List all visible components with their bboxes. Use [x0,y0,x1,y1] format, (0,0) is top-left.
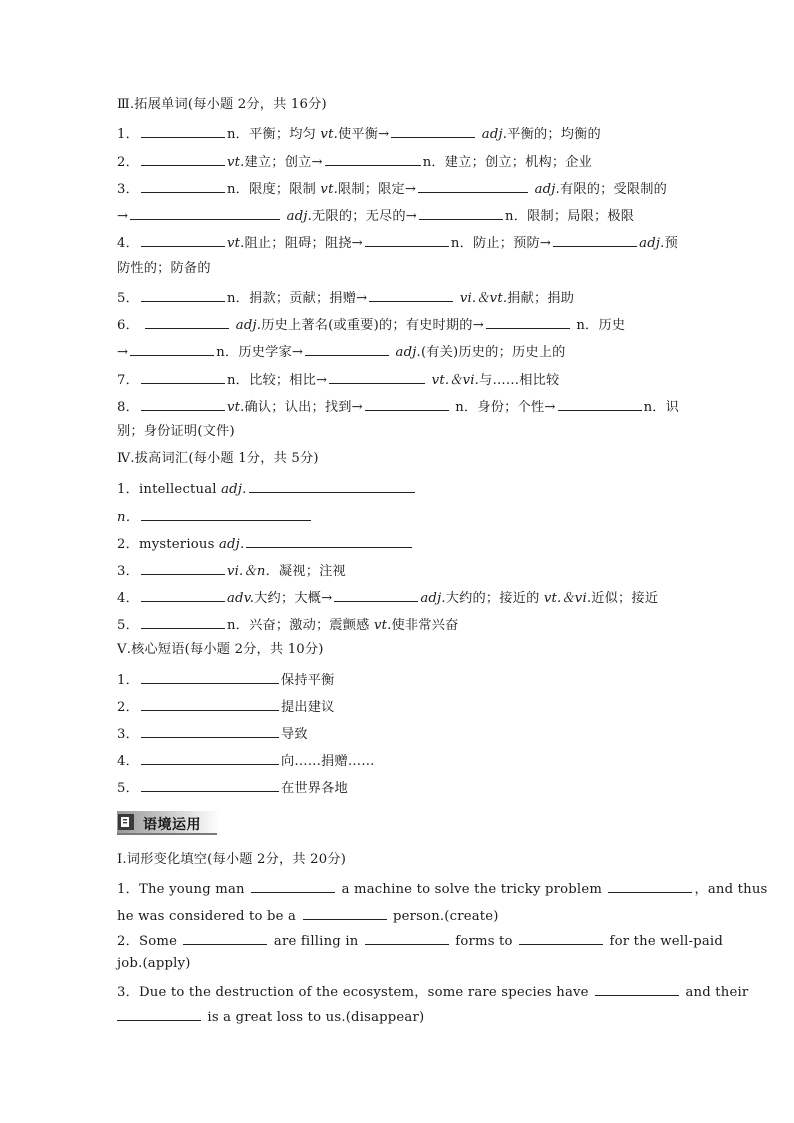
answer-blank[interactable] [141,288,225,302]
sentence-text: Due to the destruction of the ecosystem，some rare species have [138,985,589,1000]
hint-text: (有关)历史的；历史上的 [420,345,566,360]
answer-blank[interactable] [183,931,267,945]
hint-text: 预 [664,236,678,251]
exercise-line [117,931,723,950]
answer-blank[interactable] [141,615,225,629]
answer-blank[interactable] [141,124,225,138]
pos-label: vt. [226,400,245,415]
answer-blank[interactable] [145,315,229,329]
answer-blank[interactable] [334,588,418,602]
sentence-text: Some [138,934,178,949]
question-number: 5． [117,618,139,633]
pos-label: vt. [320,127,338,142]
exercise-line [117,534,677,553]
question-number: 8． [117,400,139,415]
hint-text: n．身份；个性→ [455,400,556,415]
question-number: 1． [117,482,139,497]
phrase-item [117,724,677,743]
question-number: 7． [117,373,139,388]
pos-label: adj. [221,482,247,497]
phrase-meaning: 提出建议 [280,700,335,715]
hint-text: n．防止；预防→ [450,236,552,251]
exercise-line [117,1007,677,1026]
exercise-line [117,124,677,143]
question-number: 1． [117,127,139,142]
answer-blank[interactable] [141,233,225,247]
sentence-text: is a great loss to us.(disappear) [207,1010,425,1025]
question-number: 3． [117,985,139,1000]
given-word: intellectual [138,482,217,497]
answer-blank[interactable] [141,778,279,792]
hint-text: 大约的；接近的 [445,591,540,606]
question-number: 3． [117,182,139,197]
exercise-line [117,233,677,252]
given-word: mysterious [138,537,215,552]
pos-label: vt. [226,236,245,251]
exercise-line [117,588,677,607]
answer-blank[interactable] [553,233,637,247]
hint-text: 使非常兴奋 [391,618,459,633]
answer-blank[interactable] [141,152,225,166]
banner-title: 语境运用 [143,817,201,833]
hint-text: 平衡的；均衡的 [507,127,601,142]
pos-label: adj. [534,182,560,197]
sentence-text: a machine to solve the tricky problem [341,882,603,897]
exercise-line [117,288,677,307]
answer-blank[interactable] [486,315,570,329]
pos-label: vi.＆vt. [459,291,508,306]
question-number: 1． [117,673,139,688]
arrow-text: → [117,209,129,224]
answer-blank[interactable] [141,724,279,738]
exercise-line [117,982,749,1001]
answer-blank[interactable] [141,697,279,711]
phrase-item [117,751,677,770]
question-number: 6． [117,318,139,333]
answer-blank[interactable] [141,370,225,384]
question-number: 2． [117,155,139,170]
exercise-line [117,615,677,634]
answer-blank[interactable] [303,906,387,920]
section-heading-word-forms: Ⅰ.词形变化填空(每小题 2分，共 20分) [117,852,347,867]
hint-text: 确认；认出；找到→ [244,400,363,415]
question-number: 2． [117,934,139,949]
answer-blank[interactable] [519,931,603,945]
hint-text: n．平衡；均匀 [226,127,317,142]
answer-blank[interactable] [249,479,415,493]
sentence-text: ，and thus [694,882,768,897]
pos-label: vt. [320,182,338,197]
answer-blank[interactable] [141,179,225,193]
exercise-line [117,507,677,526]
hint-text: 凝视；注视 [278,564,346,579]
answer-blank[interactable] [141,588,225,602]
answer-blank[interactable] [141,751,279,765]
sentence-text: person.(create) [392,909,499,924]
question-number: 2． [117,537,139,552]
exercise-line [117,397,680,416]
sentence-text: and their [685,985,749,1000]
exercise-line [117,479,677,498]
question-number: 3． [117,727,139,742]
exercise-line [117,370,677,389]
phrase-meaning: 保持平衡 [280,673,335,688]
pos-label: n． [117,510,140,525]
hint-text: n．兴奋；激动；震颤感 [226,618,370,633]
hint-text: 大约；大概→ [254,591,333,606]
hint-text: 无限的；无尽的→ [312,209,418,224]
answer-blank[interactable] [251,879,335,893]
question-number: 5． [117,781,139,796]
hint-text: n．识 [643,400,680,415]
exercise-line [117,906,677,925]
question-number: 5． [117,291,139,306]
sentence-text: The young man [138,882,245,897]
pos-label: vt.＆vi. [431,373,480,388]
answer-blank[interactable] [329,370,425,384]
exercise-line-continued: job.(apply) [117,956,191,971]
pos-label: adj. [639,236,665,251]
answer-blank[interactable] [608,879,692,893]
exercise-line [117,206,677,225]
hint-text: n．历史学家→ [216,345,304,360]
question-number: 4． [117,591,139,606]
document-icon [118,814,134,830]
exercise-line [117,315,677,334]
question-number: 4． [117,754,139,769]
answer-blank[interactable] [130,206,280,220]
exercise-line [117,879,768,898]
question-number: 1． [117,882,139,897]
exercise-line [117,152,677,171]
phrase-meaning: 导致 [280,727,308,742]
answer-blank[interactable] [141,507,311,521]
section-heading-core-phrases: Ⅴ.核心短语(每小题 2分，共 10分) [117,642,324,657]
pos-label: vt.＆vi. [543,591,592,606]
answer-blank[interactable] [325,152,421,166]
sentence-text: for the well-paid [609,934,723,949]
answer-blank[interactable] [419,206,503,220]
pos-label: adj. [286,209,313,224]
pos-label: vt. [226,155,245,170]
phrase-meaning: 在世界各地 [280,781,348,796]
sentence-text: forms to [455,934,513,949]
pos-label: adj. [218,537,245,552]
pos-label: vt. [373,618,392,633]
hint-text: 近似；接近 [591,591,659,606]
pos-label: vi.＆n． [226,564,279,579]
answer-blank[interactable] [130,342,214,356]
answer-blank[interactable] [246,534,412,548]
section-heading-advanced-vocab: Ⅳ.拔高词汇(每小题 1分，共 5分) [117,451,319,466]
answer-blank[interactable] [365,233,449,247]
hint-text: 阻止；阻碍；阻挠→ [244,236,363,251]
exercise-line-continued: 防性的；防备的 [117,261,211,276]
question-number: 4． [117,236,139,251]
section-heading-expand-words: Ⅲ.拓展单词(每小题 2分，共 16分) [117,97,327,112]
arrow-text: → [117,345,129,360]
hint-text: n．限度；限制 [226,182,317,197]
pos-label: adj. [235,318,262,333]
answer-blank[interactable] [369,288,453,302]
question-number: 2． [117,700,139,715]
exercise-line [117,561,677,580]
hint-text: 历史上著名(或重要)的；有史时期的→ [261,318,484,333]
answer-blank[interactable] [141,397,225,411]
answer-blank[interactable] [365,397,449,411]
pos-label: adj. [481,127,508,142]
hint-text: 使平衡→ [337,127,390,142]
hint-text: n．历史 [576,318,626,333]
answer-blank[interactable] [141,670,279,684]
hint-text: 捐献；捐助 [507,291,575,306]
sentence-text: he was considered to be a [117,909,297,924]
pos-label: adj. [420,591,446,606]
answer-blank[interactable] [117,1007,201,1021]
answer-blank[interactable] [558,397,642,411]
exercise-line [117,342,677,361]
answer-blank[interactable] [418,179,528,193]
hint-text: 限制；限定→ [337,182,417,197]
hint-text: n．比较；相比→ [226,373,328,388]
answer-blank[interactable] [305,342,389,356]
phrase-item [117,697,677,716]
hint-text: n．建立；创立；机构；企业 [422,155,593,170]
answer-blank[interactable] [365,931,449,945]
phrase-meaning: 向……捐赠…… [280,754,375,769]
section-banner-context-use [117,811,219,835]
sentence-text: are filling in [273,934,359,949]
pos-label: adj. [395,345,421,360]
hint-text: 建立；创立→ [244,155,323,170]
exercise-line [117,179,677,198]
exercise-line-continued: 别；身份证明(文件) [117,424,235,439]
hint-text: n．捐款；贡献；捐赠→ [226,291,368,306]
answer-blank[interactable] [391,124,475,138]
hint-text: n．限制；局限；极限 [505,209,635,224]
question-number: 3． [117,564,139,579]
phrase-item [117,670,677,689]
pos-label: adv. [226,591,255,606]
answer-blank[interactable] [141,561,225,575]
hint-text: 与……相比较 [479,373,560,388]
hint-text: 有限的；受限制的 [559,182,668,197]
answer-blank[interactable] [595,982,679,996]
phrase-item [117,778,677,797]
